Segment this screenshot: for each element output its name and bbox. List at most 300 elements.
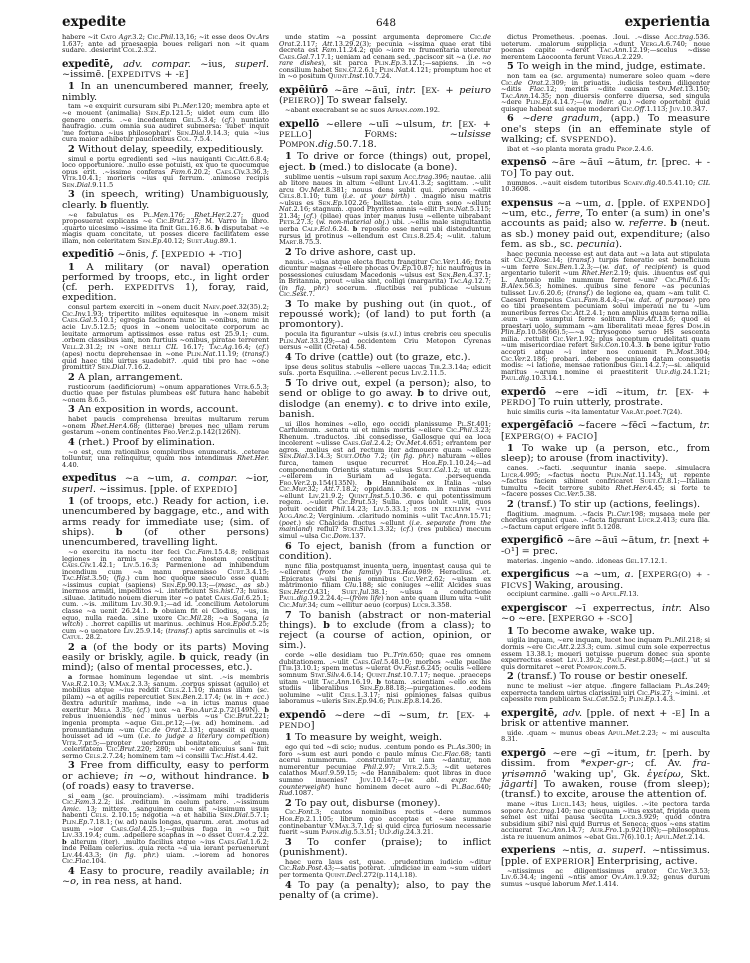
author-abbreviation: Gel. [606, 832, 621, 841]
author-abbreviation: Tac. [538, 826, 553, 835]
text-run: 4.68; (litterae) breues nec ullam rerum gestarum ~onem continentes [62, 421, 269, 437]
text-run: ~āre ~āuī, [334, 84, 397, 96]
text-run: To become awake, wake up. [517, 625, 655, 637]
small-caps-term: PELLO [279, 129, 309, 139]
text-run: 3.4.15; [245, 567, 269, 576]
text-run: In an unencumbered manner, freely, nimbly. [62, 81, 269, 103]
author-abbreviation: Cic. [279, 864, 292, 873]
text-run: 1.113; [646, 104, 670, 113]
citation-paragraph [501, 637, 710, 670]
text-run: 16.17; [177, 342, 209, 351]
text-run: 8.1;—Italiam tumultu ~fecit terrore subito [501, 477, 710, 492]
text-run: Free from difficulty, easy to perform or achieve; [62, 760, 269, 782]
text-run: 16.8.6. [189, 223, 215, 232]
italic-text: superl. [235, 58, 270, 70]
text-run: 17.12.1. [639, 556, 668, 565]
author-abbreviation: Pl. [675, 682, 685, 691]
author-abbreviation: Tac. [62, 574, 76, 583]
italic-text: com. [603, 662, 620, 671]
text-run: 2.131; quaesiit si quem nouisset ad id ~um ( [62, 725, 269, 741]
author-abbreviation: Curt. [227, 567, 246, 576]
italic-text: Ann. [454, 512, 470, 521]
text-run: ) [266, 732, 270, 741]
text-run: 237; M. Varro in libro. .quarto uicesimo ~issime ita finit [62, 217, 270, 232]
author-abbreviation: Cic. [667, 866, 681, 875]
italic-text: cf. [402, 525, 411, 534]
entry-headword-line [501, 709, 710, 730]
citation-paragraph [62, 416, 269, 436]
italic-text: Ars [257, 33, 269, 41]
bold-text: b [323, 619, 337, 631]
text-run: fluently. [110, 199, 150, 211]
author-abbreviation: Curt. [227, 831, 246, 840]
text-run: to drive into exile, banish. [279, 398, 492, 420]
author-abbreviation: Lucr. [501, 470, 520, 479]
italic-text: Ep. [152, 236, 164, 245]
text-run: alterum (iter). .multo facilius atque ~ius [70, 837, 219, 846]
text-run: corde ~elle desidiam tuo [285, 651, 384, 660]
italic-text: w. non-material obj. [318, 218, 387, 227]
italic-text: dig. [318, 139, 337, 151]
text-run: [ [161, 249, 166, 261]
citation-paragraph [62, 34, 269, 54]
text-run: 6.5.3; ductio quae per fistulas plumbeas est futura hanc habebit ~onem 8.6.5. [62, 382, 269, 404]
bold-text: b [100, 199, 111, 211]
italic-text: tr. [647, 157, 662, 169]
text-run: mane ~itus [507, 800, 552, 809]
text-run: . [663, 218, 671, 230]
citation-paragraph [279, 259, 491, 298]
citation-paragraph [279, 744, 491, 796]
italic-text: act. [673, 656, 687, 665]
italic-text: masc. as sb. [217, 580, 267, 589]
sense-number: 6 [507, 113, 523, 125]
text-run: 3; cautos nominibus rectis ~dere nummos [315, 808, 491, 817]
author-abbreviation: Ov. [658, 85, 670, 94]
text-run: 19.2.24.4;—( [309, 594, 353, 603]
sense-definition [279, 838, 491, 859]
italic-text: Ann. [336, 677, 352, 686]
text-run: argumenta) numerare soleo quam ~dere [562, 72, 710, 81]
text-run: + - [161, 68, 179, 80]
author-abbreviation: Lucr. [637, 516, 657, 525]
text-run: 11.24.2; quo ~iore re frumentaria uteretur [338, 46, 491, 55]
entry-headword-line [279, 711, 491, 732]
author-abbreviation: Liv. [122, 561, 135, 570]
text-run: 1.3.17; nisi opiniones falsas quibus laboramus ~uleris [279, 690, 491, 706]
small-caps-term: TO [501, 168, 514, 178]
author-abbreviation: Plin. [374, 59, 391, 68]
sense-definition [279, 248, 491, 258]
bold-text: b [352, 225, 362, 234]
text-run: 13,16; ~it esse deos [175, 33, 247, 41]
sense-definition [62, 190, 269, 211]
italic-text: As. [684, 682, 696, 691]
text-run: 10.4.3. [620, 341, 647, 350]
italic-text: Brut. [119, 745, 137, 754]
text-run: 1.6.2; inde Pellam celerius. .quia recta ~a uia ierant peruenerunt [62, 837, 270, 853]
author-abbreviation: Cael. [565, 295, 584, 304]
author-abbreviation: Liv. [411, 369, 424, 378]
text-run: 14.35; non diuersis conferre diuersa, sed singula ~dere [501, 91, 710, 107]
text-run: 8.1.10; tum ( [296, 192, 345, 201]
italic-text: trag. [540, 806, 557, 815]
text-run: 2.p.142(126N). [190, 428, 241, 437]
author-abbreviation: Nep. [631, 315, 647, 324]
italic-text: Dial. [112, 363, 128, 372]
text-run: 2.23; ~ mi ausculta 8.31. [501, 728, 710, 744]
text-run: [prec. + - [661, 157, 710, 169]
text-run: ) ubi. .~ellis male singultantia uerba [279, 218, 491, 234]
italic-text: adv. [562, 707, 587, 719]
text-run: (of the body or its parts) Moving easily or briskly, agile. [62, 641, 269, 664]
text-run: 7.18.2; oppidani. .hostem. .in ruinas muri ~ellunt [279, 485, 491, 500]
text-run: Hannibale ex Italia ~ulso [382, 478, 491, 487]
text-run: ] In a brisk or attentive manner. [501, 707, 710, 729]
italic-text: tr. [699, 420, 711, 432]
text-run: nunc te meliust ~ier atque. .fingere fallaciam [507, 682, 676, 691]
author-abbreviation: Vitr. [402, 762, 419, 771]
author-abbreviation: Fro. [185, 705, 200, 714]
author-abbreviation: Tac. [322, 677, 337, 686]
italic-text: Ep. [176, 580, 188, 589]
italic-text: Fam. [583, 295, 601, 304]
text-run: 2.11.5. [423, 369, 447, 378]
text-run: 3.23; Rhenum. .traductos. .ibi consedisse, Gallosque qui ea loca incolerent ~ulisse [279, 426, 491, 448]
citation-paragraph [62, 384, 269, 404]
author-abbreviation: Sen. [590, 341, 606, 350]
italic-text: Brut. [169, 217, 187, 226]
text-run: ) refluī? [310, 525, 343, 534]
sense-number: 2 [285, 797, 296, 809]
italic-text: Ann. [613, 46, 629, 55]
italic-text: Met. [669, 85, 685, 94]
text-run: 396; nautae. .alii ab litore naues in altum ~ellunt [279, 172, 492, 188]
author-abbreviation: Vitr. [62, 738, 78, 747]
text-run: 9.11.5 [92, 180, 114, 189]
italic-text: dig. [518, 374, 532, 383]
italic-text: Gal. [79, 316, 94, 325]
author-abbreviation: Aur. [590, 826, 605, 835]
text-run: ) . .horret capillis ut marinus. .echinus [80, 620, 218, 629]
bold-text: a [68, 673, 80, 682]
author-abbreviation: Naev. [202, 303, 222, 312]
text-run: ~ellere ~ulī ~ulsum, [325, 118, 442, 130]
text-run: 16.19. [351, 677, 377, 686]
author-abbreviation: Pompon. [279, 139, 319, 151]
text-run: ) aptis sarcinulis et ~is [189, 626, 269, 635]
italic-text: Ep. [437, 459, 449, 467]
sense-definition [62, 867, 269, 888]
small-caps-term: EX- [679, 387, 694, 397]
text-run: 5.48.10; morbos ~elle puellae [ [279, 657, 492, 673]
text-run: 10.3608. [501, 185, 531, 194]
italic-text: Ep. [294, 815, 306, 824]
text-run: pocula ita figurantur ~ulsis ( [285, 330, 384, 339]
text-run: 52.5; [609, 695, 629, 704]
italic-text: dig. [644, 178, 658, 187]
italic-text: Otho [354, 452, 371, 461]
text-run: occipiunt carmine. .galli ~o [507, 590, 602, 599]
italic-text: poet. [645, 407, 663, 416]
text-run: 5.3.4; ( [196, 115, 225, 124]
italic-text: B.Alex. [501, 282, 525, 291]
author-abbreviation: Sen. [167, 692, 183, 701]
italic-text: de Orat. [513, 78, 545, 87]
column-2 [279, 34, 491, 901]
italic-text: Hist. [225, 751, 242, 760]
text-run: 7.18.1; ( [89, 817, 118, 826]
author-abbreviation: Pl. [457, 419, 467, 428]
text-run: To drive out, expel (a person); also, to send or oblige to go away. [279, 377, 491, 400]
citation-paragraph [279, 364, 491, 377]
italic-text: from the family [319, 568, 380, 577]
author-abbreviation: Liv. [567, 656, 580, 665]
italic-text: in fig. phr. [111, 850, 157, 859]
citation-paragraph [501, 251, 710, 382]
headword-lemma: expellō [279, 118, 326, 130]
author-abbreviation: Caes. [214, 593, 233, 602]
text-run: 2.3.2. [137, 46, 157, 55]
author-abbreviation: Paul. [501, 374, 519, 383]
author-abbreviation: Col. [176, 135, 192, 144]
italic-text: w. [117, 817, 125, 826]
bold-text: b [214, 223, 222, 232]
italic-text: Fam. [322, 46, 339, 55]
italic-text: w. [226, 692, 234, 701]
text-run: 137. [351, 532, 366, 541]
headword-lemma: expēiūrō [279, 84, 335, 96]
bold-text: b [308, 161, 320, 173]
text-run: 143; heus, uigiles. .~ite pectora tarda sopore [501, 800, 710, 815]
italic-text: Dial. [190, 128, 207, 137]
author-abbreviation: Tib. [429, 362, 442, 371]
text-run: ( [279, 95, 283, 107]
text-run: 8.14.26. [414, 697, 443, 706]
text-run: 1087. [294, 789, 314, 798]
citation-paragraph [501, 511, 710, 531]
text-run: 38.1; ~ulsus a conductione [370, 587, 492, 596]
text-run: 640; [476, 782, 491, 791]
text-run: 56.3; homines. .quibus sine fenore ~as pecunias tulisset [501, 282, 710, 298]
text-run: To pay out, disburse (money). [295, 797, 441, 809]
text-run: 4.995; ~factus noctu [519, 470, 607, 479]
text-run: 13.6; quod ei praestari uolo, summam ~am liberalitati meae feres [501, 315, 710, 330]
text-run: uigila inquam, ~ere inquam, lucet hoc inquam [507, 636, 665, 645]
text-run: Easy to procure, readily available; [79, 865, 260, 877]
italic-text: Phil. [678, 275, 694, 284]
sense-number: 3 [68, 404, 79, 416]
sense-definition [62, 263, 269, 304]
text-run: ] [237, 249, 242, 261]
text-run: ego qui ted ~di scio; nudus. .centum pondo es [285, 743, 448, 752]
text-run: prouinciam). .~issimam mihi tradideris [114, 791, 270, 800]
italic-text: pecunia [576, 238, 616, 250]
italic-text: Ep. [403, 697, 415, 706]
italic-text: Cat. [596, 695, 610, 704]
author-abbreviation: Sen. [334, 65, 349, 74]
author-abbreviation: Plin. [525, 98, 543, 107]
text-run: 53; Sulla. .quos uoluit ~ulit, quos potuit occidit [279, 498, 491, 513]
text-run: 89.1. [219, 236, 237, 245]
text-run: 4.37.1; in Britannia, prout ~ulsa sint, colligi (margarita) [279, 270, 491, 286]
text-run: ] To pay out. [513, 167, 575, 179]
italic-text: adv. compar. [123, 58, 201, 70]
text-run: 13. [628, 590, 639, 599]
text-run: ~facere ~fēcī ~factum, [577, 420, 700, 432]
italic-text: ἐγείρω [646, 768, 681, 780]
author-abbreviation: Fro. [162, 428, 178, 437]
sense-number: 2 [507, 671, 518, 683]
author-abbreviation: Cic. [139, 725, 153, 734]
text-run: 2.p.154(135N). [306, 478, 368, 487]
author-abbreviation: Hor. [279, 815, 295, 824]
italic-text: referre [628, 218, 664, 230]
italic-text: Jul. [359, 587, 371, 596]
italic-text: Rhet.Her. [91, 421, 124, 430]
text-run: ) ~dere oportebit quid quisque habeat sui eaque moderari [501, 98, 710, 113]
italic-text: Aur. [199, 705, 214, 714]
author-abbreviation: Scaev. [623, 178, 645, 187]
italic-text: f. [151, 249, 162, 261]
text-run: To confer (praise); to inflict (punishment). [279, 836, 491, 858]
text-run: 10.7.24. [364, 72, 392, 81]
text-run: haec pecunia necesse est aut data aut ~a lata aut stipulata sit [501, 249, 710, 265]
text-run: 6.25.1; cum. .~is. .militum [62, 593, 269, 609]
text-run: bene igitur ratio accepti atque ~i inter nos conuenit [501, 341, 710, 356]
italic-text: intr. [396, 84, 422, 96]
italic-text: Met. [625, 728, 642, 737]
text-run: ), sit parca [321, 59, 375, 68]
text-run: ~o exercitu ita noctu iter feci [68, 548, 185, 557]
text-run: 3.2.2; iis. .reditum in caelum patere. .~issimum [91, 798, 269, 807]
sense-number: 1 [285, 151, 297, 163]
italic-text: St. [466, 419, 477, 428]
bold-text: c [387, 398, 399, 410]
text-run: 10.3.14.1. [531, 374, 565, 383]
headword-lemma: expergificus [501, 569, 575, 581]
sense-definition [279, 542, 491, 563]
text-run: To eject, banish (from a function or condition). [279, 540, 491, 562]
italic-text: Met. [310, 185, 326, 194]
citation-paragraph [62, 156, 269, 189]
text-run: ~āre ~āuī ~ātum, [551, 157, 648, 169]
sense-definition [501, 62, 710, 72]
text-run: (neut. as sb.) money paid out, expenditure; (also fem. as sb., sc. [501, 218, 710, 250]
text-run: 176; [170, 210, 195, 219]
sense-number: 2 [285, 246, 296, 258]
text-run: 1.637; ante ad praesaepia boues religari non ~it quam sudare. .desierint [62, 39, 269, 55]
text-run: 12.19;—scelus ~disse merentem Laocoonta ferunt [501, 46, 710, 61]
text-run: huic similis curis ~ita lamentatur [507, 407, 622, 416]
italic-text: peiuro [459, 84, 491, 96]
author-abbreviation: Vitr. [234, 382, 250, 391]
text-run: si eam ( [68, 791, 105, 800]
text-run: 2.4.6. [634, 144, 654, 153]
text-run: ]3.10.1; spem metus ~ulerat [293, 664, 394, 673]
sense-definition [62, 405, 269, 415]
italic-text: Ben. [558, 262, 575, 271]
text-run: 10.347. [682, 104, 708, 113]
author-abbreviation: Cic. [429, 257, 443, 266]
text-run: 10.147;—( [372, 775, 407, 784]
headword-lemma: experdō [501, 386, 555, 398]
text-run: ). [609, 133, 617, 145]
author-abbreviation: Apul. [601, 590, 620, 599]
italic-text: Rhet.Her. [615, 483, 648, 492]
italic-text: hist. [220, 587, 236, 596]
italic-text: Cal. [434, 465, 448, 474]
text-run: 28; ~a Sagana ( [203, 613, 266, 622]
text-run: 2.309; in priuatis. .iudiciis testem diligenter ~ditis [501, 78, 710, 94]
author-abbreviation: Gel. [182, 115, 197, 124]
author-abbreviation: Stat. [342, 525, 360, 534]
sense-definition [62, 761, 269, 792]
author-abbreviation: Suet. [640, 477, 658, 486]
text-run: ~a ~um, [574, 569, 625, 581]
text-run: 10.4.1; morieris ~ius qui ferrum. .animose recipis [77, 174, 269, 183]
italic-text: Ep. [542, 98, 554, 107]
citation-paragraph [62, 793, 269, 865]
bold-text: c [417, 491, 427, 500]
text-run: 1.93; tripertito milites equitesque in ~onem misit [86, 309, 269, 318]
text-run: 6.20.2; [187, 167, 216, 176]
author-abbreviation: Hor. [422, 459, 438, 467]
author-abbreviation: Sen. [219, 811, 235, 820]
sense-number: 3 [68, 189, 82, 201]
text-run: ) uiam. .~iorem ad honores [156, 850, 269, 859]
text-run: ad) hominem. .ad pronuntiandum ~um [62, 719, 269, 734]
text-run: , Skt. [680, 768, 710, 780]
text-run: + [693, 386, 710, 398]
italic-text: ~dere gradum [522, 113, 600, 125]
author-abbreviation: Col. [122, 46, 138, 55]
author-abbreviation: Mart. [279, 238, 299, 247]
text-run: ~ior, [245, 473, 269, 485]
text-run: ) (pilae) quas inter manus lusu ~ellente uibrabant [314, 211, 491, 220]
author-abbreviation: Cels. [90, 811, 109, 820]
text-run: 2.27; quod proposuerat explicans ~e [62, 210, 269, 226]
small-caps-term: EX- [462, 119, 477, 129]
text-run: 4.6.14; [340, 671, 367, 679]
sense-number: 1 [285, 732, 296, 744]
citation-paragraph [279, 174, 491, 246]
author-abbreviation: Gel. [151, 719, 166, 728]
italic-text: in ~o [124, 770, 153, 782]
small-caps-term: O [504, 546, 511, 556]
bold-text: b [264, 705, 269, 714]
small-caps-term: EXPEDIO [165, 250, 205, 260]
text-run: 3.53; [693, 866, 710, 875]
text-run: 4.14.7;—( [553, 98, 586, 107]
text-run: A military (or naval) operation performed by troops, etc., in light order (cf. perh. [62, 261, 269, 294]
text-run: + - [204, 249, 223, 261]
italic-text: Gal. [232, 593, 246, 602]
bold-text: b [115, 526, 145, 538]
text-run: nauis. .~ulsa atque electa fluctu frangitur [285, 257, 430, 266]
italic-text: Ver. [442, 257, 456, 266]
author-abbreviation: Tib. [281, 664, 294, 673]
italic-text: Font. [297, 808, 316, 817]
text-run: A plan, arrangement. [78, 371, 183, 383]
text-run: 4.2.22. [245, 831, 269, 840]
sense-number: 1 [68, 81, 81, 93]
text-run: 5.38. [579, 490, 597, 499]
citation-paragraph [501, 591, 710, 598]
italic-text: Ver. [177, 428, 191, 437]
italic-text: Phil. [160, 33, 176, 41]
text-run: To weigh in the mind, judge, estimate. [517, 61, 706, 73]
